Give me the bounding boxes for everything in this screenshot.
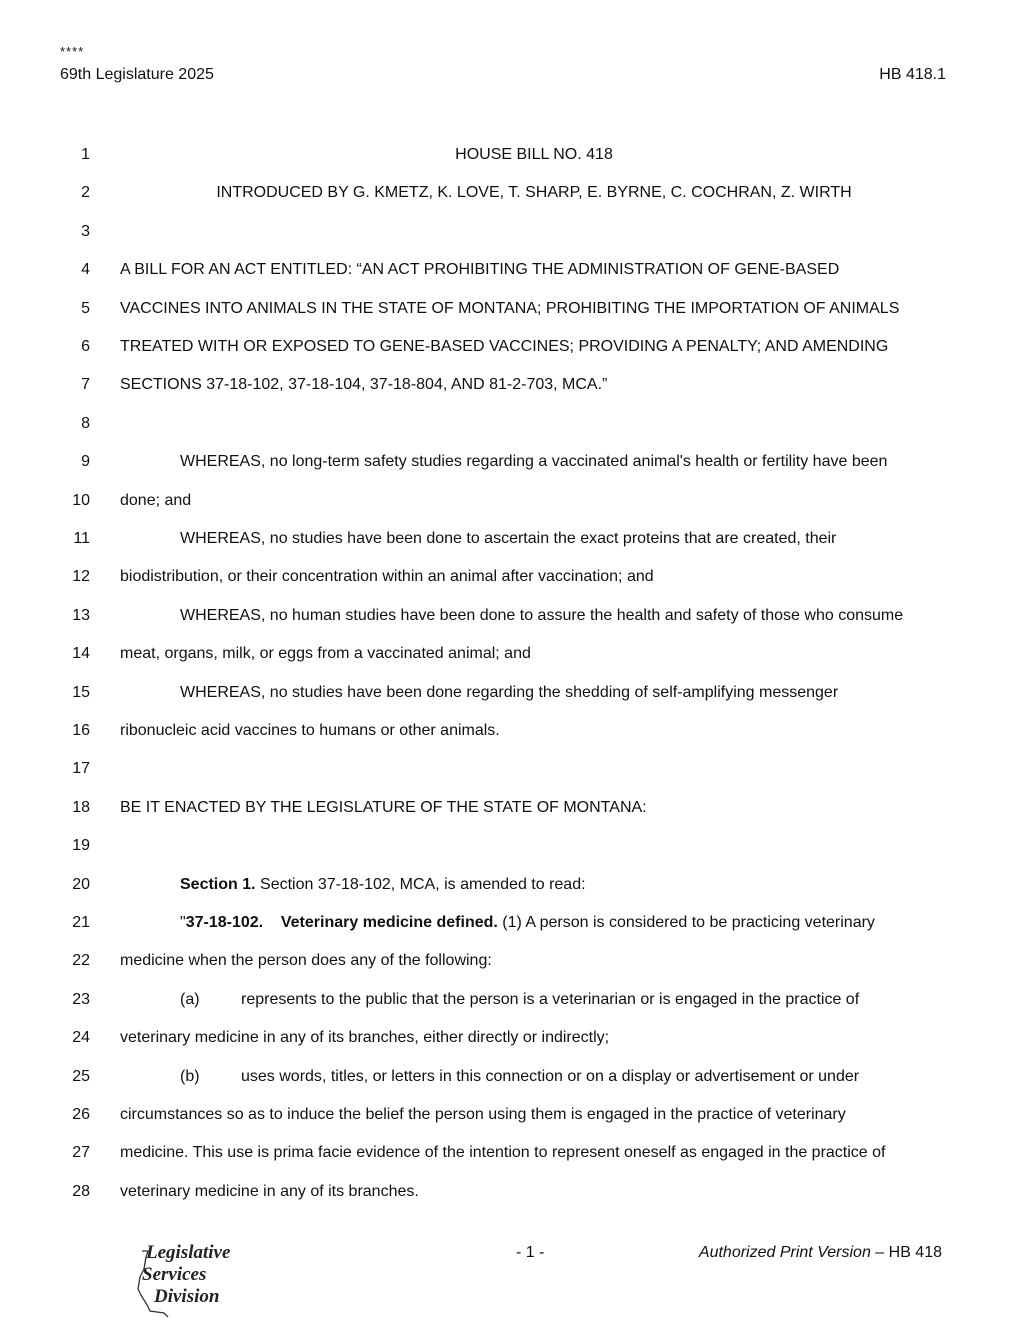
line-body: (1) A person is considered to be practicing veterinary (497, 914, 875, 931)
line-number: 12 (72, 568, 90, 586)
line-number: 5 (81, 299, 90, 317)
line-body: medicine when the person does any of the following: (120, 952, 492, 970)
quote-mark: " (180, 914, 186, 931)
line-body: INTRODUCED BY G. KMETZ, K. LOVE, T. SHARP, E. BYRNE, C. COCHRAN, Z. WIRTH (216, 184, 852, 202)
bill-line (0, 719, 1024, 743)
line-number: 20 (72, 875, 90, 893)
line-number: 4 (81, 261, 90, 279)
line-text (120, 258, 839, 282)
line-number: 16 (72, 722, 90, 739)
bill-line (0, 450, 1024, 474)
line-number: 27 (72, 1144, 90, 1162)
line-text (120, 297, 899, 321)
line-body: Section 37-18-102, MCA, is amended to read: (255, 875, 586, 893)
line-text (120, 1103, 846, 1127)
line-text (120, 373, 607, 397)
line-number: 2 (81, 184, 90, 202)
line-body: WHEREAS, no studies have been done to ascertain the exact proteins that are created, their (180, 530, 837, 547)
line-number: 7 (81, 376, 90, 394)
logo-word-services: Services (142, 1264, 207, 1285)
line-number: 13 (72, 606, 90, 624)
bill-line (0, 1065, 1024, 1089)
bill-line (0, 373, 1024, 397)
line-body: WHEREAS, no human studies have been done to assure the health and safety of those who consume (180, 606, 904, 624)
logo-word-division: Division (154, 1286, 220, 1307)
line-number: 9 (81, 453, 90, 471)
bill-line (0, 642, 1024, 666)
line-text (120, 796, 647, 820)
line-text (180, 527, 836, 551)
bill-line (0, 181, 1024, 205)
line-body: TREATED WITH OR EXPOSED TO GENE-BASED VACCINES; PROVIDING A PENALTY; AND AMENDING (120, 338, 889, 355)
line-text (180, 450, 887, 474)
line-text (120, 642, 531, 666)
page-number: - 1 - (516, 1244, 545, 1261)
line-number: 11 (73, 530, 90, 547)
line-body: biodistribution, or their concentration within an animal after vaccination; and (120, 568, 654, 586)
line-text: represents to the public that the person is a veterinarian or is engaged in the practice of (241, 990, 860, 1008)
line-text (120, 1180, 419, 1204)
line-body: meat, organs, milk, or eggs from a vaccinated animal; and (120, 645, 531, 663)
line-text (120, 949, 492, 973)
bill-line (0, 297, 1024, 321)
bill-line (0, 681, 1024, 705)
legislative-services-logo (134, 1242, 244, 1319)
line-number: 6 (81, 338, 90, 355)
bill-line (0, 873, 1024, 897)
bold-heading: Section 1. (180, 875, 256, 893)
bill-line (0, 911, 1024, 935)
bill-line (0, 412, 1024, 436)
bold-heading: 37-18-102. Veterinary medicine defined. (185, 914, 498, 931)
line-text (120, 565, 654, 589)
line-number: 21 (72, 914, 90, 931)
line-body: A BILL FOR AN ACT ENTITLED: “AN ACT PROHIBITING THE ADMINISTRATION OF GENE-BASED (120, 261, 840, 279)
line-body: veterinary medicine in any of its branches. (120, 1182, 419, 1200)
authorized-bill: – HB 418 (870, 1244, 942, 1261)
bill-line (0, 757, 1024, 781)
bill-line (0, 834, 1024, 858)
line-text (120, 489, 191, 513)
bill-line (0, 1180, 1024, 1204)
line-body: WHEREAS, no studies have been done regarding the shedding of self-amplifying messenger (180, 683, 839, 701)
subsection-label: (a) (180, 990, 200, 1008)
line-text (180, 604, 903, 628)
line-number: 24 (72, 1029, 90, 1047)
line-body: ribonucleic acid vaccines to humans or other animals. (120, 722, 500, 739)
line-text (120, 1026, 609, 1050)
line-number: 26 (72, 1106, 90, 1123)
line-number: 18 (72, 798, 90, 816)
bill-line (0, 527, 1024, 551)
bill-line (0, 1026, 1024, 1050)
line-text (120, 1141, 886, 1165)
line-number: 15 (72, 683, 90, 701)
bill-line (0, 143, 1024, 167)
line-number: 3 (81, 222, 90, 240)
logo-word-legislative: Legislative (146, 1242, 231, 1263)
line-number: 14 (72, 645, 90, 663)
line-text (120, 143, 948, 167)
subsection-label: (b) (180, 1067, 200, 1085)
line-body: BE IT ENACTED BY THE LEGISLATURE OF THE STATE OF MONTANA: (120, 798, 647, 816)
line-number: 23 (72, 990, 90, 1008)
line-body: HOUSE BILL NO. 418 (455, 146, 613, 163)
line-text (180, 681, 838, 705)
bill-line (0, 489, 1024, 513)
line-number: 28 (72, 1182, 90, 1200)
header-stars: **** (60, 44, 85, 59)
bill-version: HB 418.1 (879, 66, 946, 83)
line-body: WHEREAS, no long-term safety studies regarding a vaccinated animal's health or fertility have been (180, 453, 888, 471)
legislature-session: 69th Legislature 2025 (60, 66, 214, 83)
line-body: veterinary medicine in any of its branches, either directly or indirectly; (120, 1029, 610, 1047)
line-text (120, 335, 888, 359)
bill-line (0, 258, 1024, 282)
line-body: circumstances so as to induce the belief the person using them is engaged in the practice of veterinary (120, 1106, 846, 1123)
line-number: 8 (81, 414, 90, 432)
bill-line (0, 1141, 1024, 1165)
line-body: SECTIONS 37-18-102, 37-18-104, 37-18-804, AND 81-2-703, MCA.” (120, 376, 608, 394)
bill-line (0, 335, 1024, 359)
line-number: 19 (72, 837, 90, 855)
line-text: uses words, titles, or letters in this connection or on a display or advertisement or under (241, 1067, 860, 1085)
bill-line (0, 1103, 1024, 1127)
line-text (120, 719, 500, 743)
line-body: done; and (120, 491, 192, 509)
line-body: medicine. This use is prima facie evidence of the intention to represent oneself as engaged in the practice of (120, 1144, 886, 1162)
bill-line (0, 565, 1024, 589)
line-number: 22 (72, 952, 90, 970)
bill-line (0, 604, 1024, 628)
bill-line (0, 220, 1024, 244)
bill-line (0, 796, 1024, 820)
bill-line (0, 949, 1024, 973)
line-number: 1 (81, 146, 90, 163)
line-text (180, 873, 586, 897)
line-number: 10 (72, 491, 90, 509)
authorized-label: Authorized Print Version (698, 1244, 871, 1261)
line-text (120, 181, 948, 205)
line-number: 17 (72, 760, 90, 778)
authorized-print-version (699, 1244, 942, 1262)
bill-line (0, 988, 1024, 1012)
line-body: VACCINES INTO ANIMALS IN THE STATE OF MONTANA; PROHIBITING THE IMPORTATION OF ANIMALS (120, 299, 900, 317)
line-number: 25 (72, 1067, 90, 1085)
line-text (180, 911, 875, 935)
